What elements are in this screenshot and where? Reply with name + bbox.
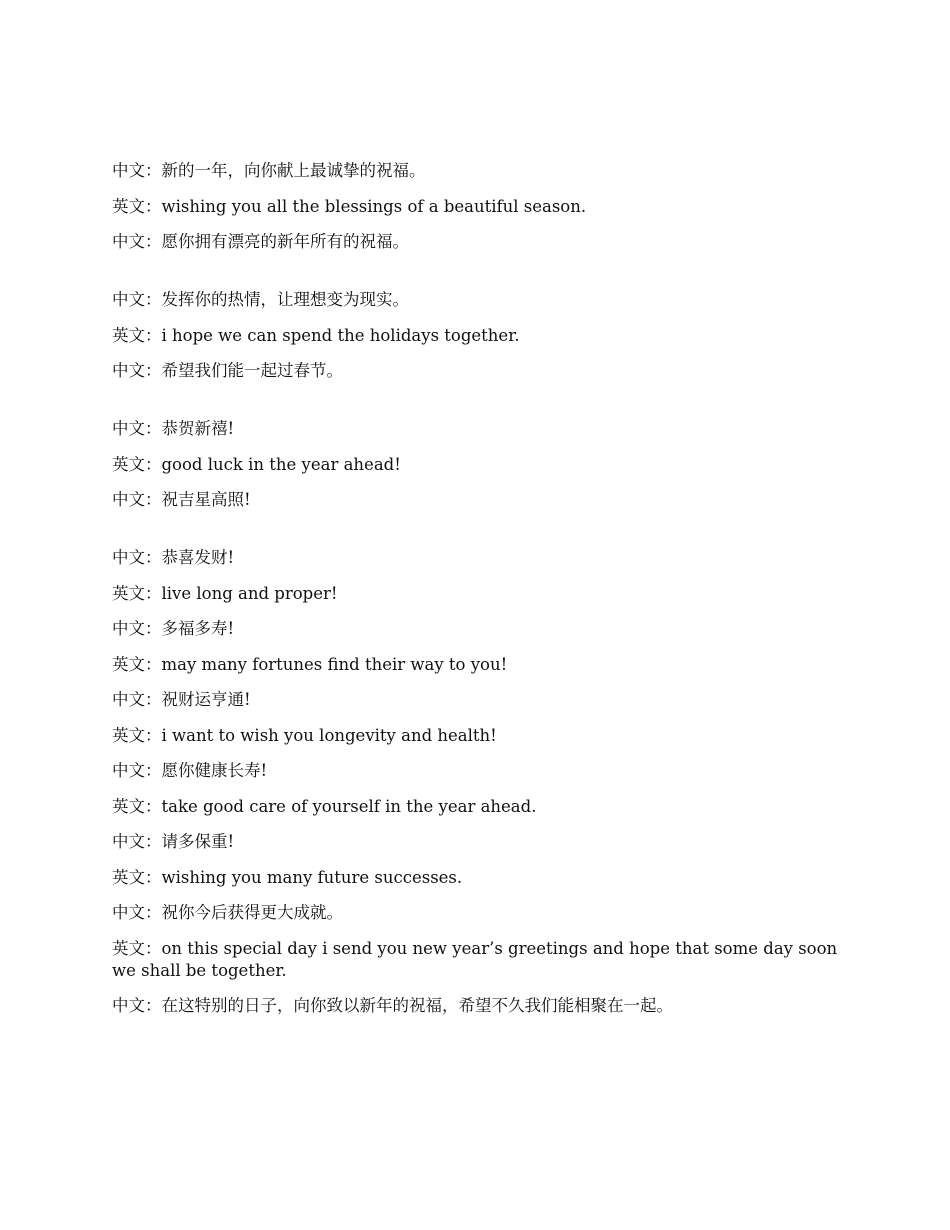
line-label: 中文： (112, 161, 162, 180)
line-text: good luck in the year ahead! (161, 454, 401, 474)
line-label: 中文： (112, 361, 162, 380)
line-label: 中文： (112, 996, 162, 1015)
chinese-line (112, 489, 840, 511)
line-text: 在这特别的日子，向你致以新年的祝福，希望不久我们能相聚在一起。 (161, 996, 673, 1015)
chinese-line (112, 418, 840, 440)
line-text: 愿你拥有漂亮的新年所有的祝福。 (161, 232, 409, 251)
line-text: wishing you all the blessings of a beautiful season. (161, 196, 587, 216)
greeting-group (112, 160, 840, 253)
line-label: 中文： (112, 903, 162, 922)
line-label: 中文： (112, 690, 162, 709)
line-label: 英文： (112, 196, 162, 216)
line-label: 中文： (112, 419, 162, 438)
chinese-line (112, 689, 840, 711)
line-label: 中文： (112, 619, 162, 638)
line-text: 祝吉星高照! (161, 490, 251, 509)
english-line (112, 796, 840, 818)
greeting-group (112, 289, 840, 382)
chinese-line (112, 289, 840, 311)
english-line (112, 654, 840, 676)
line-text: on this special day i send you new year’s greetings and hope that some day soon we shall be together. (112, 938, 838, 980)
english-line (112, 938, 840, 982)
line-label: 英文： (112, 454, 162, 474)
english-line (112, 325, 840, 347)
chinese-line (112, 902, 840, 924)
chinese-line (112, 995, 840, 1017)
english-line (112, 196, 840, 218)
line-label: 英文： (112, 867, 162, 887)
line-text: 发挥你的热情，让理想变为现实。 (161, 290, 409, 309)
greeting-group (112, 547, 840, 1017)
line-text: may many fortunes find their way to you! (161, 654, 508, 674)
chinese-line (112, 760, 840, 782)
line-label: 英文： (112, 325, 162, 345)
chinese-line (112, 618, 840, 640)
english-line (112, 867, 840, 889)
line-text: 祝财运亨通! (161, 690, 251, 709)
chinese-line (112, 360, 840, 382)
line-text: 多福多寿! (161, 619, 235, 638)
line-label: 中文： (112, 761, 162, 780)
line-text: wishing you many future successes. (161, 867, 463, 887)
english-line (112, 454, 840, 476)
line-label: 英文： (112, 938, 162, 958)
line-text: i hope we can spend the holidays together. (161, 325, 520, 345)
line-text: 恭贺新禧! (161, 419, 235, 438)
line-text: 希望我们能一起过春节。 (161, 361, 343, 380)
line-label: 英文： (112, 725, 162, 745)
chinese-line (112, 547, 840, 569)
line-label: 中文： (112, 232, 162, 251)
line-label: 中文： (112, 290, 162, 309)
english-line (112, 583, 840, 605)
line-text: live long and proper! (161, 583, 338, 603)
line-label: 英文： (112, 583, 162, 603)
line-label: 中文： (112, 832, 162, 851)
greeting-group (112, 418, 840, 511)
chinese-line (112, 160, 840, 182)
line-text: 祝你今后获得更大成就。 (161, 903, 343, 922)
line-text: 新的一年，向你献上最诚挚的祝福。 (161, 161, 426, 180)
line-text: take good care of yourself in the year ahead. (161, 796, 537, 816)
line-text: 请多保重! (161, 832, 235, 851)
chinese-line (112, 831, 840, 853)
document-body (112, 160, 840, 1053)
line-label: 英文： (112, 654, 162, 674)
line-label: 中文： (112, 548, 162, 567)
english-line (112, 725, 840, 747)
line-text: 愿你健康长寿! (161, 761, 268, 780)
line-text: 恭喜发财! (161, 548, 235, 567)
chinese-line (112, 231, 840, 253)
line-label: 中文： (112, 490, 162, 509)
line-label: 英文： (112, 796, 162, 816)
line-text: i want to wish you longevity and health! (161, 725, 497, 745)
